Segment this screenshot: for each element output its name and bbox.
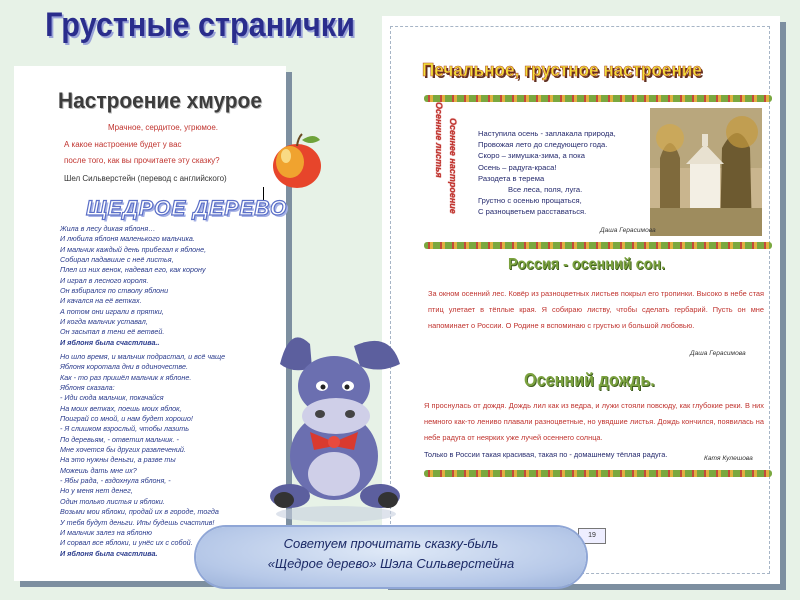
autumn-painting <box>650 108 762 236</box>
autumn-poem <box>478 128 678 218</box>
poem-line: Он взбирался по стволу яблони <box>60 286 169 296</box>
vertical-title-1: Осенние листья <box>434 102 444 178</box>
rain-paragraph <box>424 398 764 463</box>
poem-line: И мальчик залез на яблоню <box>60 527 152 537</box>
poem-line: Все леса, поля, луга. <box>508 185 583 195</box>
rain-text: Я проснулась от дождя. Дождь лил как из ведра, и лужи стояли повсюду, как глубокие реки. В них немного как-то лениво плавали разноцветные, но увядшие листья. Дождь кончился, появилась на небе радуга от неярких уже лучей осеннего солнца. <box>424 401 764 443</box>
mood-words: Мрачное, сердитое, угрюмое. <box>108 123 218 132</box>
poem-line: Как - то раз пришёл мальчик к яблоне. <box>60 372 192 382</box>
vine-divider <box>424 470 772 477</box>
signature: Катя Кулешова <box>704 455 753 462</box>
poem-line: И сорвал все яблоки, и унёс их с собой. <box>60 538 193 548</box>
poem-line: Но шло время, и мальчик подрастал, и всё чаще <box>60 352 226 361</box>
signature: Даша Герасимова <box>600 227 656 234</box>
question-line-1: А какое настроение будет у вас <box>64 140 182 149</box>
poem-line: Поиграй со мной, и нам будет хорошо! <box>60 414 193 424</box>
author-line: Шел Сильверстейн (перевод с английского) <box>64 174 227 183</box>
right-page-heading: Печальное, грустное настроение <box>422 60 702 80</box>
slide-title: Грустные странички <box>45 6 355 44</box>
banner-line-1: Советуем прочитать сказку-быль <box>283 536 499 551</box>
poem-line: А потом они играли в прятки, <box>60 306 164 316</box>
poem-line: И качался на её ветках. <box>60 296 142 306</box>
vertical-title-2: Осеннее настроение <box>448 118 458 214</box>
banner-line-2: «Щедрое дерево» Шэла Сильверстейна <box>267 556 515 571</box>
poem-line: И когда мальчик уставал, <box>60 317 148 327</box>
tree-title: ЩЕДРОЕ ДЕРЕВО <box>86 197 288 220</box>
apple-illustration <box>264 130 328 192</box>
poem-line: Можешь дать мне их? <box>60 465 137 475</box>
poem-line: И яблоня была счастлива.. <box>60 337 160 347</box>
poem-line: Разодета в терема <box>478 173 545 183</box>
russia-paragraph: За окном осенний лес. Ковёр из разноцветных листьев покрыл его тропинки. Высоко в небе стая птиц улетает в тёплые края. Я собираю листву, чтобы сделать гербарий. Пусть он мне напоминает о России. О Родине я вспоминаю с грустью и большой любовью. <box>428 289 764 330</box>
poem-line: Один только листья и яблоки. <box>60 496 165 506</box>
poem-line: Скоро – зимушка-зима, а пока <box>478 151 585 161</box>
poem-line: И любила яблоня маленького мальчика. <box>60 234 195 244</box>
poem-line: Жила в лесу дикая яблоня… <box>60 224 156 233</box>
vine-divider <box>424 95 772 102</box>
left-page-heading: Настроение хмурое <box>58 88 262 113</box>
poem-line: На моих ветках, поешь моих яблок, <box>60 403 182 413</box>
question-line-2: после того, как вы прочитаете эту сказку? <box>64 156 220 165</box>
poem-line: На это нужны деньги, а разве ты <box>60 455 176 465</box>
poem-part-1 <box>60 224 280 348</box>
poem-line: Яблоня коротала дни в одиночестве. <box>60 362 188 372</box>
eeyore-illustration <box>250 324 420 524</box>
poem-line: И мальчик каждый день прибегал к яблоне, <box>60 244 207 254</box>
poem-line: - Ябы рада, - вздохнула яблоня, - <box>60 476 171 486</box>
poem-line: У тебя будут деньги. Ипы будешь счастлив! <box>60 517 215 527</box>
poem-line: Осень – радуга-краса! <box>478 162 557 172</box>
poem-line: - Иди сюда мальчик, покачайся <box>60 393 164 403</box>
poem-line: - Я слишком взрослый, чтобы лазить <box>60 424 190 434</box>
page-number: 19 <box>578 528 606 544</box>
poem-line: Провожая лето до следующего года. <box>478 140 608 150</box>
poem-line: Собирал падавшие с неё листья, <box>60 255 174 265</box>
poem-line: Плел из них венок, надевал его, как корону <box>60 265 206 275</box>
signature: Даша Герасимова <box>690 350 746 357</box>
russia-title: Россия - осенний сон. <box>508 256 666 273</box>
poem-line: Мне хочется бы других развлечений. <box>60 445 186 455</box>
poem-line: Наступила осень - заплакала природа, <box>478 129 616 138</box>
poem-line: Яблоня сказала: <box>60 383 115 393</box>
rain-title: Осенний дождь. <box>524 370 655 390</box>
poem-line: Грустно с осенью прощаться, <box>478 196 582 206</box>
vine-divider <box>424 242 772 249</box>
poem-line: И играл в лесного короля. <box>60 275 149 285</box>
poem-line: Но у меня нет денег, <box>60 486 133 496</box>
poem-line: С разноцветьем расставаться. <box>478 207 587 217</box>
rain-last-line: Только в России такая красивая, такая по - домашнему тёплая радуга. <box>424 449 668 459</box>
poem-line: По деревьям, - ответил мальчик. - <box>60 434 179 444</box>
poem-line: Он засыпал в тени её ветвей. <box>60 327 165 337</box>
poem-line: И яблоня была счастлива. <box>60 548 158 558</box>
poem-line: Возьми мои яблоки, продай их в городе, тогда <box>60 507 219 517</box>
